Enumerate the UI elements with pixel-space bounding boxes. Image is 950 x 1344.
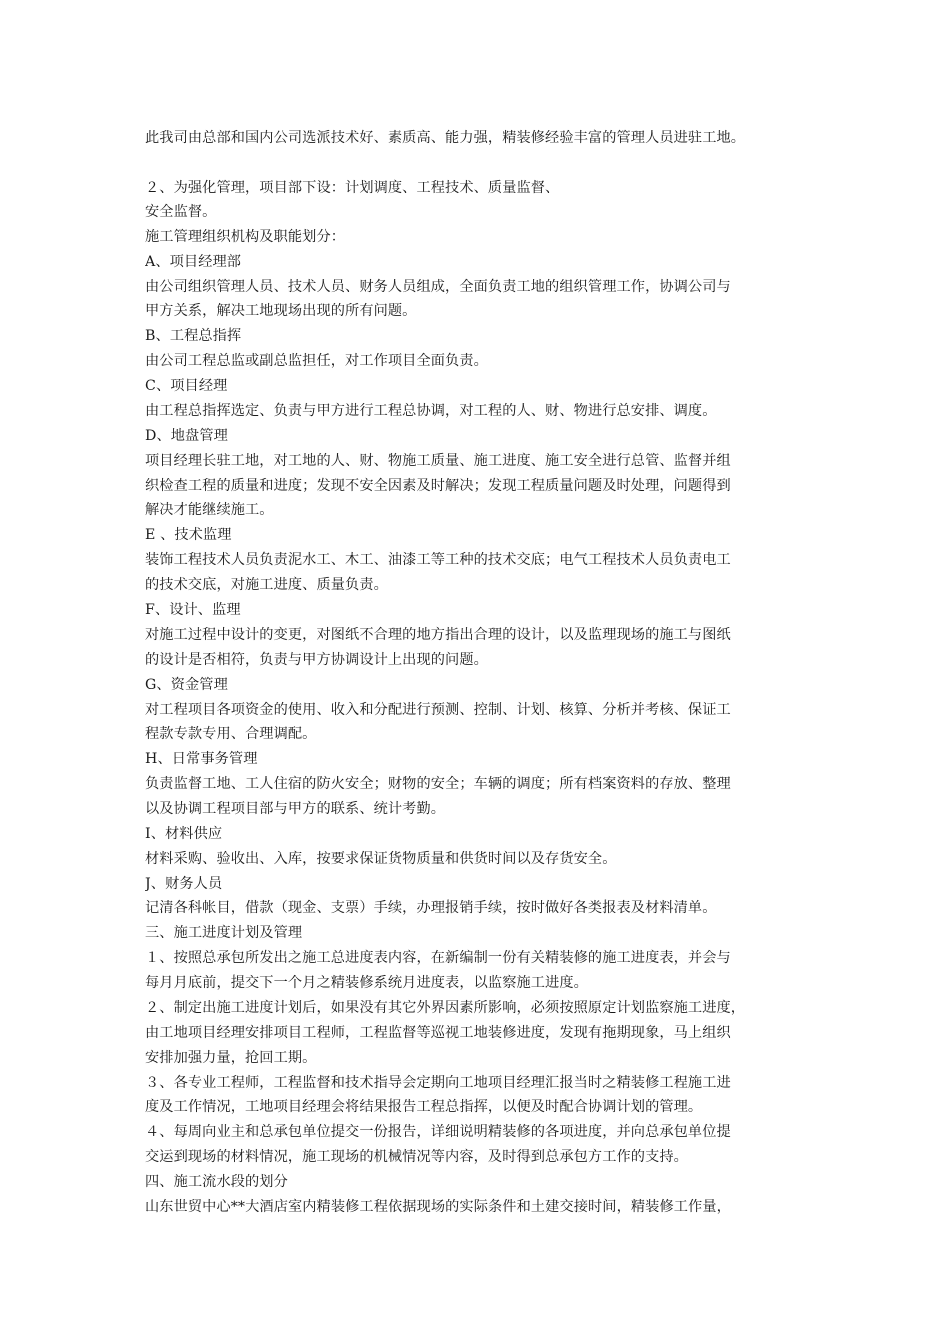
- section-heading: 四、施工流水段的划分: [145, 1174, 288, 1190]
- text-line: 对工程项目各项资金的使用、收入和分配进行预测、控制、计划、核算、分析并考核、保证工: [145, 702, 731, 718]
- text-line: 由工地项目经理安排项目工程师，工程监督等巡视工地装修进度，发现有拖期现象，马上组织: [145, 1025, 731, 1041]
- section-heading: E 、技术监理: [145, 527, 232, 543]
- text-line: 的设计是否相符，负责与甲方协调设计上出现的问题。: [145, 652, 488, 668]
- text-line: １、按照总承包所发出之施工总进度表内容，在新编制一份有关精装修的施工进度表，并会与: [145, 950, 731, 966]
- section-heading: F、设计、监理: [145, 602, 241, 618]
- section-heading: 三、施工进度计划及管理: [145, 925, 303, 941]
- text-line: 甲方关系，解决工地现场出现的所有问题。: [145, 303, 417, 319]
- text-line: ２、制定出施工进度计划后，如果没有其它外界因素所影响，必须按照原定计划监察施工进度，: [145, 1000, 746, 1016]
- section-heading: I、材料供应: [145, 826, 223, 842]
- section-heading: H、日常事务管理: [145, 751, 258, 767]
- text-line: 的技术交底，对施工进度、质量负责。: [145, 577, 388, 593]
- section-heading: A、项目经理部: [145, 254, 242, 270]
- text-line: 安排加强力量，抢回工期。: [145, 1050, 317, 1066]
- text-line: 负责监督工地、工人住宿的防火安全；财物的安全；车辆的调度；所有档案资料的存放、整理: [145, 776, 731, 792]
- text-line: 材料采购、验收出、入库，按要求保证货物质量和供货时间以及存货安全。: [145, 851, 617, 867]
- section-heading: J、财务人员: [145, 876, 223, 892]
- text-line: 以及协调工程项目部与甲方的联系、统计考勤。: [145, 801, 446, 817]
- text-line: 每月月底前，提交下一个月之精装修系统月进度表，以监察施工进度。: [145, 975, 588, 991]
- section-heading: G、资金管理: [145, 677, 228, 693]
- text-line: 解决才能继续施工。: [145, 502, 274, 518]
- text-line: 由工程总指挥选定、负责与甲方进行工程总协调，对工程的人、财、物进行总安排、调度。: [145, 403, 717, 419]
- text-line: 程款专款专用、合理调配。: [145, 726, 317, 742]
- text-line: ３、各专业工程师，工程监督和技术指导会定期向工地项目经理汇报当时之精装修工程施工进: [145, 1075, 731, 1091]
- text-line: ２、为强化管理，项目部下设：计划调度、工程技术、质量监督、: [145, 180, 560, 196]
- text-line: 此我司由总部和国内公司选派技术好、素质高、能力强，精装修经验丰富的管理人员进驻工地。: [145, 130, 746, 146]
- text-line: 山东世贸中心**大酒店室内精装修工程依据现场的实际条件和土建交接时间，精装修工作量，: [145, 1199, 731, 1215]
- text-line: 交运到现场的材料情况，施工现场的机械情况等内容，及时得到总承包方工作的支持。: [145, 1149, 688, 1165]
- text-line: 施工管理组织机构及职能划分：: [145, 229, 346, 245]
- section-heading: D、地盘管理: [145, 428, 228, 444]
- text-line: 装饰工程技术人员负责泥水工、木工、油漆工等工种的技术交底；电气工程技术人员负责电工: [145, 552, 731, 568]
- section-heading: C、项目经理: [145, 378, 228, 394]
- section-heading: B、工程总指挥: [145, 328, 242, 344]
- text-line: 安全监督。: [145, 204, 217, 220]
- text-line: 项目经理长驻工地，对工地的人、财、物施工质量、施工进度、施工安全进行总管、监督并组: [145, 453, 731, 469]
- text-line: 对施工过程中设计的变更，对图纸不合理的地方指出合理的设计，以及监理现场的施工与图纸: [145, 627, 731, 643]
- text-line: 由公司工程总监或副总监担任，对工作项目全面负责。: [145, 353, 488, 369]
- text-line: ４、每周向业主和总承包单位提交一份报告，详细说明精装修的各项进度，并向总承包单位提: [145, 1124, 731, 1140]
- text-line: 记清各科帐目，借款（现金、支票）手续，办理报销手续，按时做好各类报表及材料清单。: [145, 900, 717, 916]
- text-line: 织检查工程的质量和进度；发现不安全因素及时解决；发现工程质量问题及时处理，问题得到: [145, 478, 731, 494]
- text-line: 度及工作情况，工地项目经理会将结果报告工程总指挥，以便及时配合协调计划的管理。: [145, 1099, 703, 1115]
- text-line: 由公司组织管理人员、技术人员、财务人员组成，全面负责工地的组织管理工作，协调公司与: [145, 279, 731, 295]
